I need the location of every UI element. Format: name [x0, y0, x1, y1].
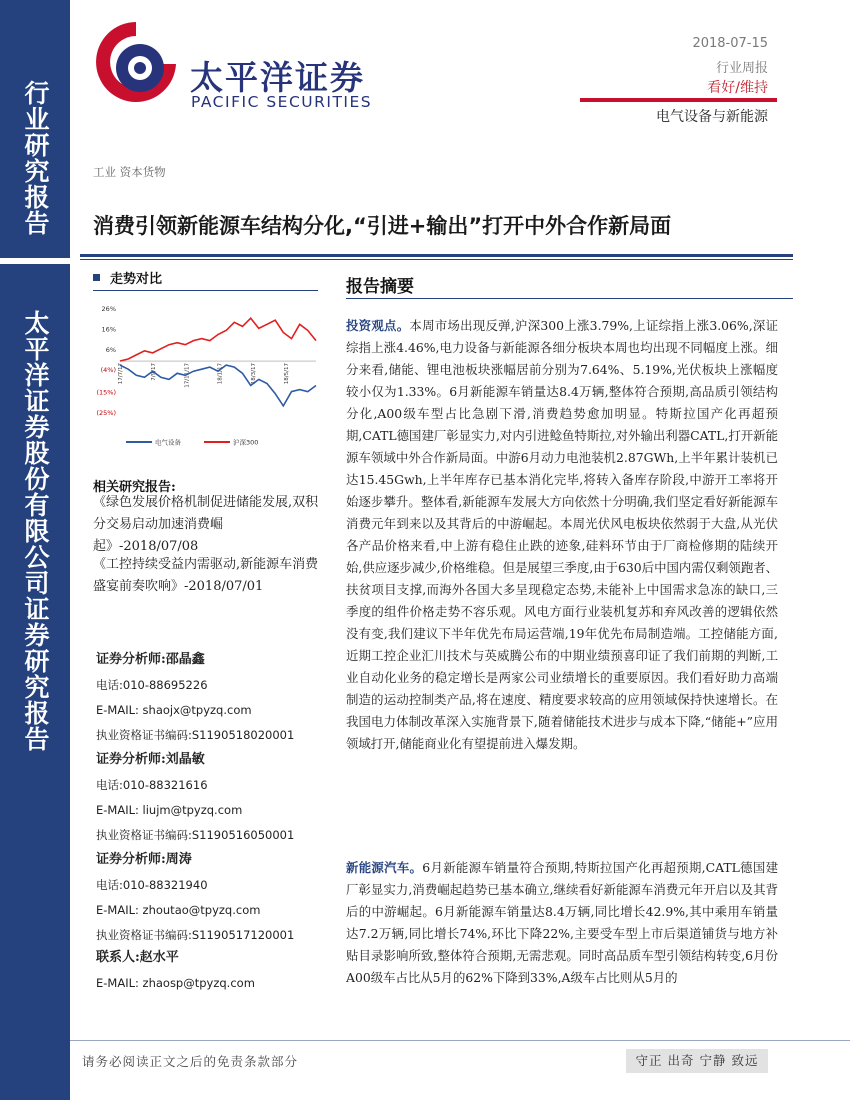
related-reports-heading: 相关研究报告: — [93, 480, 176, 495]
chart-series-lines — [120, 318, 316, 406]
investment-view-paragraph — [346, 315, 778, 755]
trend-rule — [93, 290, 318, 291]
analyst-cert: 执业资格证书编码:S1190516050001 — [96, 828, 295, 842]
header-red-rule — [580, 98, 777, 102]
x-axis-ticks — [118, 363, 290, 388]
analyst-name: 证券分析师:刘晶敏 — [96, 752, 205, 767]
paragraph-body: 6月新能源车销量符合预期,特斯拉国产化再超预期,CATL德国建厂彰显实力,消费崛起趋势已基本确立,继续看好新能源车消费元年开启以及其背后的中游崛起。6月新能源车销量达8.4万辆,同比增长42.9%,其中乘用车销量达7.2万辆,同比增长74%,环比下降22%,主要受车型上市后渠道铺货与地方补贴目录影响所致,整体符合预期,无需悲观。同时高品质车型引领结构转变,6月份A00级车占比从5月的62%下降到33%,A级车占比则从5月的 — [346, 860, 779, 985]
report-type: 行业周报 — [715, 61, 768, 76]
analyst-block — [96, 650, 321, 750]
x-tick-label: 17/11/17 — [184, 363, 191, 388]
related-report-item[interactable]: 《绿色发展价格机制促进储能发展,双积分交易启动加速消费崛起》-2018/07/08 — [93, 495, 319, 554]
x-tick-label: 17/7/17 — [118, 363, 124, 385]
sidebar-company-label: 太平洋证券股份有限公司证券研究报告 — [21, 310, 50, 752]
analyst-email[interactable]: E-MAIL: liujm@tpyzq.com — [96, 803, 243, 817]
sector-label: 电气设备与新能源 — [656, 109, 768, 125]
legend-label: 电气设备 — [155, 438, 181, 447]
y-tick-label: 6% — [105, 345, 116, 354]
rating-label: 看好/维持 — [707, 80, 768, 96]
logo-chinese-name: 太平洋证券 — [190, 58, 365, 97]
analyst-cert: 执业资格证书编码:S1190518020001 — [96, 728, 295, 742]
analyst-phone: 电话:010-88321940 — [96, 878, 208, 892]
square-bullet-icon — [93, 274, 100, 281]
trend-heading-text: 走势对比 — [110, 272, 163, 287]
analyst-name: 证券分析师:邵晶鑫 — [96, 652, 205, 667]
contact-block — [96, 948, 321, 998]
analyst-block — [96, 850, 321, 950]
analyst-email[interactable]: E-MAIL: shaojx@tpyzq.com — [96, 703, 252, 717]
report-title: 消费引领新能源车结构分化,“引进+输出”打开中外合作新局面 — [93, 214, 672, 238]
contact-name: 联系人:赵水平 — [96, 950, 179, 965]
x-tick-label: 7/9/17 — [151, 363, 158, 381]
analyst-email[interactable]: E-MAIL: zhoutao@tpyzq.com — [96, 903, 261, 917]
analyst-phone: 电话:010-88321616 — [96, 778, 208, 792]
analyst-cert: 执业资格证书编码:S1190517120001 — [96, 928, 295, 942]
report-date: 2018-07-15 — [692, 36, 768, 51]
y-tick-label: 26% — [101, 305, 116, 313]
chart-legend — [126, 438, 258, 447]
band-divider — [0, 258, 70, 264]
left-side-band — [0, 0, 70, 1100]
sidebar-report-type-label: 行业研究报告 — [21, 80, 50, 236]
footer-motto: 守正 出奇 宁静 致远 — [626, 1049, 768, 1073]
industry-category: 工业 资本货物 — [93, 165, 166, 179]
series-line-hs300 — [120, 318, 316, 361]
paragraph-body: 本周市场出现反弹,沪深300上涨3.79%,上证综指上涨3.06%,深证综指上涨4.46%,电力设备与新能源各细分板块本周也均出现不同幅度上涨。细分来看,储能、锂电池板块涨幅居前分别为7.64%、5.19%,光伏板块上涨幅度较小仅为1.33%。6月新能源车销量达8.4万辆,整体符合预期,高品质引领结构分化,A00级车型占比急剧下滑,消费趋势愈加明显。特斯拉国产化再超预期,CATL德国建厂彰显实力,对内引进鲶鱼特斯拉,对外输出利器CATL,打开新能源车领域中外合作新局面。中游6月动力电池装机2.87GWh,上半年累计装机已达15.45Gwh,上半年库存已基本消化完毕,将转入备库存阶段,中游开工率将开始逐步攀升。整体看,新能源车发展大方向依然十分明确,我们坚定看好新能源车消费元年到来以及其背后的中游崛起。本周光伏风电板块依然弱于大盘,从光伏各产品价格来看,中上游有稳住止跌的迹象,硅料环节由于厂商检修期的陆续开始,供应逐步减少,价格维稳。但是展望三季度,由于630后中国内需仅剩领跑者、扶贫项目支撑,而海外各国大多呈现稳定态势,未能补上中国需求急冻的缺口,三季度的组件价格走势不容乐观。风电方面行业装机复苏和弃风改善的逻辑依然没有变,我们建议下半年优先布局运营端,19年优先布局制造端。工控储能方面,近期工控企业汇川技术与英威腾公布的中期业绩预喜印证了我们前期的判断,工业自动化业务的稳定增长是两家公司业绩增长的重要原因。我们看好助力高端制造的运动控制类产品,将在速度、精度要求较高的应用领域保持快速增长。在我国电力体制改革深入实施背景下,随着储能技术进步与成本下降,“储能+”应用领域打开,储能商业化有望提前进入爆发期。 — [346, 318, 778, 751]
footer-disclaimer: 请务必阅读正文之后的免责条款部分 — [82, 1054, 299, 1069]
summary-rule — [346, 298, 793, 299]
pacific-securities-logo-icon — [92, 16, 180, 108]
x-tick-label: 18/3/17 — [250, 363, 257, 385]
legend-label: 沪深300 — [233, 438, 259, 447]
y-axis-ticks — [96, 305, 116, 417]
footer-rule — [70, 1040, 850, 1041]
x-tick-label: 18/1/17 — [217, 363, 224, 385]
logo-english-name: PACIFIC SECURITIES — [191, 93, 373, 111]
analyst-phone: 电话:010-88695226 — [96, 678, 208, 692]
contact-email[interactable]: E-MAIL: zhaosp@tpyzq.com — [96, 976, 255, 990]
paragraph-lead: 投资观点。 — [346, 318, 410, 333]
related-report-item[interactable]: 《工控持续受益内需驱动,新能源车消费盛宴前奏吹响》-2018/07/01 — [93, 557, 319, 594]
analyst-name: 证券分析师:周涛 — [96, 852, 192, 867]
paragraph-lead: 新能源汽车。 — [346, 860, 423, 875]
y-tick-label: (15%) — [96, 388, 116, 397]
y-tick-label: (4%) — [100, 366, 116, 375]
summary-heading: 报告摘要 — [346, 277, 414, 297]
analyst-block — [96, 750, 321, 850]
y-tick-label: 16% — [101, 325, 116, 334]
title-rule-thin — [80, 259, 793, 260]
x-tick-label: 18/5/17 — [284, 363, 290, 385]
title-rule — [80, 254, 793, 257]
nev-paragraph — [346, 857, 778, 989]
trend-heading — [93, 268, 162, 287]
y-tick-label: (25%) — [96, 409, 116, 417]
trend-comparison-chart — [90, 296, 320, 456]
